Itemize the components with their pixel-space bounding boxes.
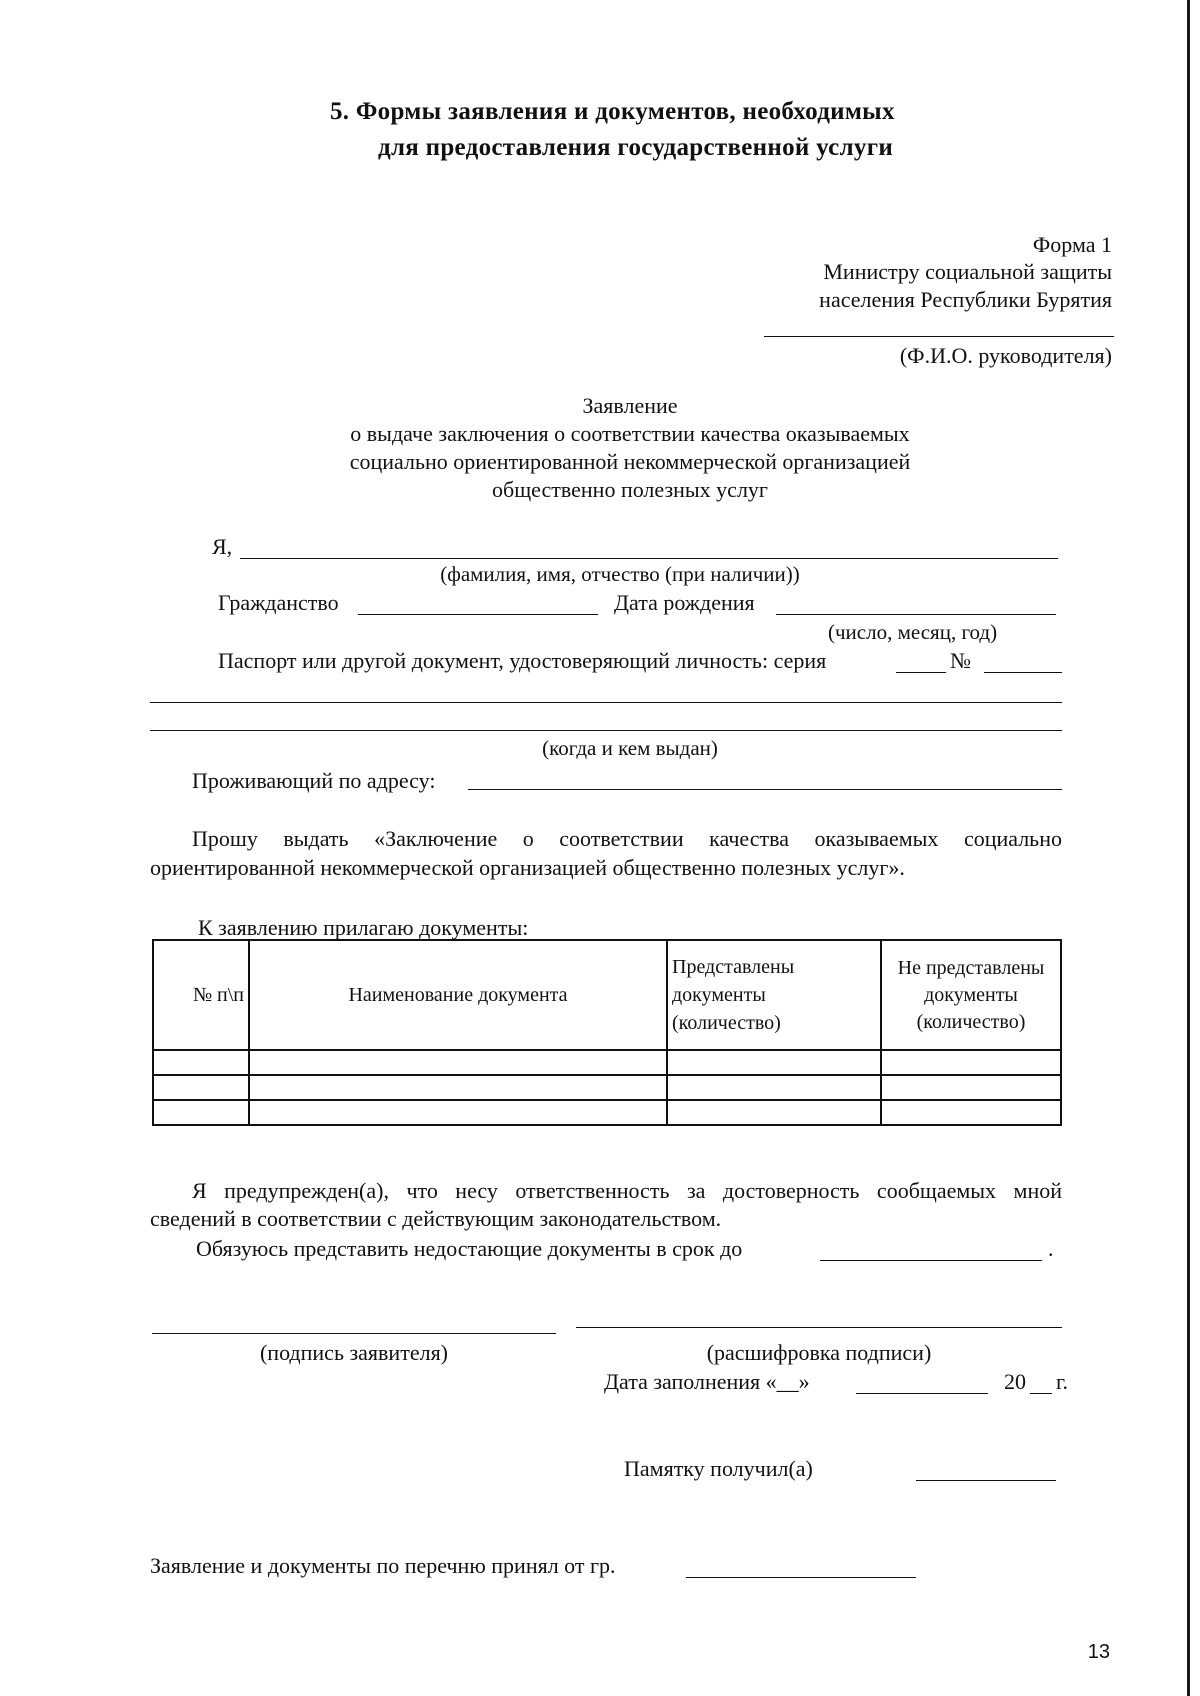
fill-date-year-suffix: г. [1056, 1369, 1069, 1394]
statement-subtitle-line1: о выдаче заключения о соответствии качества оказываемых [350, 421, 910, 446]
head-name-caption: (Ф.И.О. руководителя) [899, 343, 1112, 368]
deadline-label: Обязуюсь представить недостающие документы в срок до [196, 1236, 743, 1261]
request-text-line1: Прошу выдать «Заключение о соответствии качества оказываемых социально [192, 826, 1062, 851]
fio-caption: (фамилия, имя, отчество (при наличии)) [440, 562, 800, 586]
table-row [153, 1075, 1061, 1100]
col-submitted-header: Представлены документы (количество) [667, 940, 881, 1050]
attachments-table [152, 939, 1062, 1126]
statement-subtitle-line3: общественно полезных услуг [492, 477, 768, 502]
deadline-period: . [1048, 1236, 1054, 1261]
passport-label: Паспорт или другой документ, удостоверяющий личность: серия [218, 648, 827, 673]
fill-date-month-field[interactable] [856, 1393, 988, 1394]
col-name-header: Наименование документа [249, 940, 667, 1050]
signature-decode-caption: (расшифровка подписи) [706, 1340, 932, 1365]
warning-text-line1: Я предупрежден(а), что несу ответственность за достоверность сообщаемых мной [192, 1178, 1062, 1203]
row-number-cell[interactable] [153, 1100, 249, 1125]
fio-field[interactable] [240, 558, 1058, 559]
dob-caption: (число, месяц, год) [828, 620, 998, 644]
section-heading-line2: для предоставления государственной услуги [378, 134, 894, 161]
citizenship-field[interactable] [358, 614, 598, 615]
page-edge-border [1187, 0, 1190, 1696]
section-heading-line1: 5. Формы заявления и документов, необходимых [330, 98, 895, 125]
fill-date-year-field[interactable] [1030, 1393, 1052, 1394]
address-field[interactable] [468, 789, 1062, 790]
warning-text-line2: сведений в соответствии с действующим законодательством. [150, 1206, 722, 1231]
table-row [153, 1050, 1061, 1075]
row-submitted-cell[interactable] [667, 1075, 881, 1100]
row-name-cell[interactable] [249, 1100, 667, 1125]
passport-number-label: № [950, 648, 971, 673]
statement-title: Заявление [582, 393, 678, 418]
fill-date-year-label: 20 [1004, 1369, 1026, 1394]
received-from-field[interactable] [686, 1577, 916, 1578]
issued-caption: (когда и кем выдан) [542, 736, 718, 760]
request-text-line2: ориентированной некоммерческой организацией общественно полезных услуг». [150, 855, 905, 880]
dob-label: Дата рождения [614, 590, 755, 615]
deadline-field[interactable] [820, 1260, 1042, 1261]
signature-caption: (подпись заявителя) [259, 1340, 449, 1365]
table-header-row [153, 940, 1061, 1050]
row-number-cell[interactable] [153, 1075, 249, 1100]
row-not-submitted-cell[interactable] [881, 1075, 1061, 1100]
dob-field[interactable] [776, 614, 1056, 615]
row-number-cell[interactable] [153, 1050, 249, 1075]
row-not-submitted-cell[interactable] [881, 1050, 1061, 1075]
passport-issued-line1[interactable] [150, 702, 1062, 703]
col-number-header: № п\п [153, 940, 249, 1050]
citizenship-label: Гражданство [218, 590, 339, 615]
row-not-submitted-cell[interactable] [881, 1100, 1061, 1125]
received-from-label: Заявление и документы по перечню принял от гр. [150, 1553, 616, 1578]
col-not-submitted-header: Не представлены документы (количество) [881, 940, 1061, 1050]
passport-number-field[interactable] [984, 672, 1062, 673]
head-name-underline[interactable] [764, 336, 1114, 337]
statement-subtitle-line2: социально ориентированной некоммерческой организацией [349, 449, 911, 474]
row-name-cell[interactable] [249, 1075, 667, 1100]
table-row [153, 1100, 1061, 1125]
address-label: Проживающий по адресу: [192, 768, 436, 793]
fill-date-label: Дата заполнения «__» [604, 1369, 810, 1394]
form-label: Форма 1 [1032, 232, 1112, 257]
row-submitted-cell[interactable] [667, 1100, 881, 1125]
addressee-line1: Министру социальной защиты [823, 259, 1112, 284]
attachments-intro: К заявлению прилагаю документы: [198, 915, 529, 940]
memo-signature-field[interactable] [916, 1480, 1056, 1481]
passport-issued-line2[interactable] [150, 730, 1062, 731]
memo-received-label: Памятку получил(а) [624, 1456, 813, 1481]
signature-decode-line[interactable] [576, 1327, 1062, 1328]
signature-line[interactable] [152, 1333, 556, 1334]
page-number: 13 [1087, 1641, 1110, 1663]
row-submitted-cell[interactable] [667, 1050, 881, 1075]
passport-series-field[interactable] [896, 672, 946, 673]
addressee-line2: населения Республики Бурятия [819, 287, 1112, 312]
row-name-cell[interactable] [249, 1050, 667, 1075]
i-label: Я, [212, 534, 233, 559]
